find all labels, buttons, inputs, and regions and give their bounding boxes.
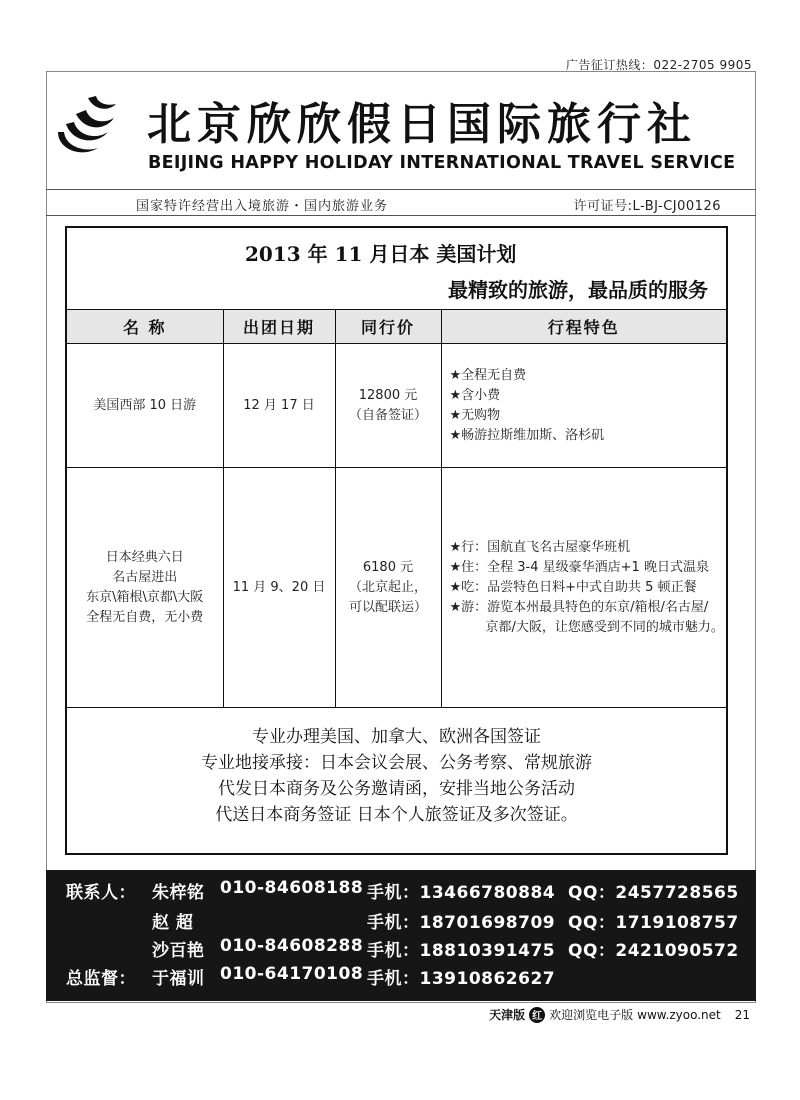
license-number: 许可证号:L-BJ-CJ00126 [573,199,721,214]
business-scope: 国家特许经营出入境旅游・国内旅游业务 [136,199,389,214]
feature-item: ★畅游拉斯维加斯、洛杉矶 [449,427,605,443]
contact-name: 沙百艳 [152,941,205,961]
page-footer [489,1006,750,1023]
footer-tagline: 欢迎浏览电子版 [549,1008,634,1022]
plan-title: 2013 年 11 月日本 美国计划 [245,242,517,266]
feature-item: ★无购物 [449,407,501,423]
tour-name: 美国西部 10 日游 [93,397,197,413]
contact-band [46,870,756,1001]
price-value: 6180 元 [362,559,414,575]
service-item: 专业地接承接：日本会议会展、公务考察、常规旅游 [201,753,592,773]
tour-name: 日本经典六日 [105,549,184,565]
ad-hotline: 广告征订热线：022-2705 9905 [565,58,752,72]
contact-tel: 010-84608188 [220,878,364,898]
company-name-cn: 北京欣欣假日国际旅行社 [147,99,697,150]
features-cell [441,468,726,708]
feature-item: ★含小费 [449,387,501,403]
divider [46,189,756,190]
contact-mobile: 手机：18701698709 [367,913,556,933]
tour-name-cell [67,344,223,468]
website-link[interactable]: www.zyoo.net [637,1007,721,1022]
itinerary-table [67,309,726,708]
contact-mobile: 手机：13466780884 [367,883,556,903]
features-cell [441,344,726,468]
departure-date: 11 月 9、20 日 [223,468,335,708]
contact-role: 联系人： [66,883,136,903]
plan-slogan: 最精致的旅游，最品质的服务 [448,278,708,302]
company-name-en: BEIJING HAPPY HOLIDAY INTERNATIONAL TRAVEL SERVICE [148,153,736,173]
price-value: 12800 元 [358,387,418,403]
tour-name-cell [67,468,223,708]
contact-qq: QQ：1719108757 [568,913,739,933]
edition-label: 天津版 [489,1008,526,1022]
feature-item: ★吃：品尝特色日料+中式自助共 5 顿正餐 [449,579,697,595]
column-header-features: 行程特色 [441,310,726,344]
table-row [67,468,726,708]
contact-mobile: 手机：13910862627 [367,969,556,989]
page-number: 21 [734,1007,750,1022]
column-header-price: 同行价 [335,310,441,344]
hong-badge-icon: 红 [529,1007,545,1023]
tour-name-detail: 东京\箱根\京都\大阪 [86,589,204,605]
feature-item: ★游：游览本州最具特色的东京/箱根/名古屋/ [449,599,709,615]
feature-item: ★全程无自费 [449,367,527,383]
column-header-date: 出团日期 [223,310,335,344]
feature-item: ★行：国航直飞名古屋豪华班机 [449,539,631,555]
contact-role: 总监督： [66,969,136,989]
divider [46,215,756,216]
feature-item: ★住：全程 3-4 星级豪华酒店+1 晚日式温泉 [449,559,709,575]
price-note: 可以配联运） [348,599,427,615]
tour-name-detail: 名古屋进出 [112,569,178,585]
contact-qq: QQ：2421090572 [568,941,739,961]
contact-name: 朱梓铭 [152,883,205,903]
table-row [67,344,726,468]
contact-tel: 010-64170108 [220,964,364,984]
service-item: 代送日本商务签证 日本个人旅签证及多次签证。 [215,805,578,825]
service-item: 代发日本商务及公务邀请函，安排当地公务活动 [218,779,575,799]
table-header-row [67,310,726,344]
price-note: （北京起止， [348,579,427,595]
column-header-name: 名 称 [67,310,223,344]
swirl-logo-icon [52,92,118,158]
price-cell [335,468,441,708]
contact-tel: 010-84608288 [220,936,364,956]
contact-qq: QQ：2457728565 [568,883,739,903]
feature-item: 京都/大阪，让您感受到不同的城市魅力。 [485,619,724,635]
tour-plan-box [65,226,728,855]
departure-date: 12 月 17 日 [223,344,335,468]
contact-name: 于福训 [152,969,205,989]
services-list [67,724,726,828]
contact-mobile: 手机：18810391475 [367,941,556,961]
tour-name-detail: 全程无自费，无小费 [86,609,204,625]
contact-name: 赵 超 [152,913,194,933]
service-item: 专业办理美国、加拿大、欧洲各国签证 [252,727,541,747]
price-note: （自备签证） [348,407,427,423]
price-cell [335,344,441,468]
